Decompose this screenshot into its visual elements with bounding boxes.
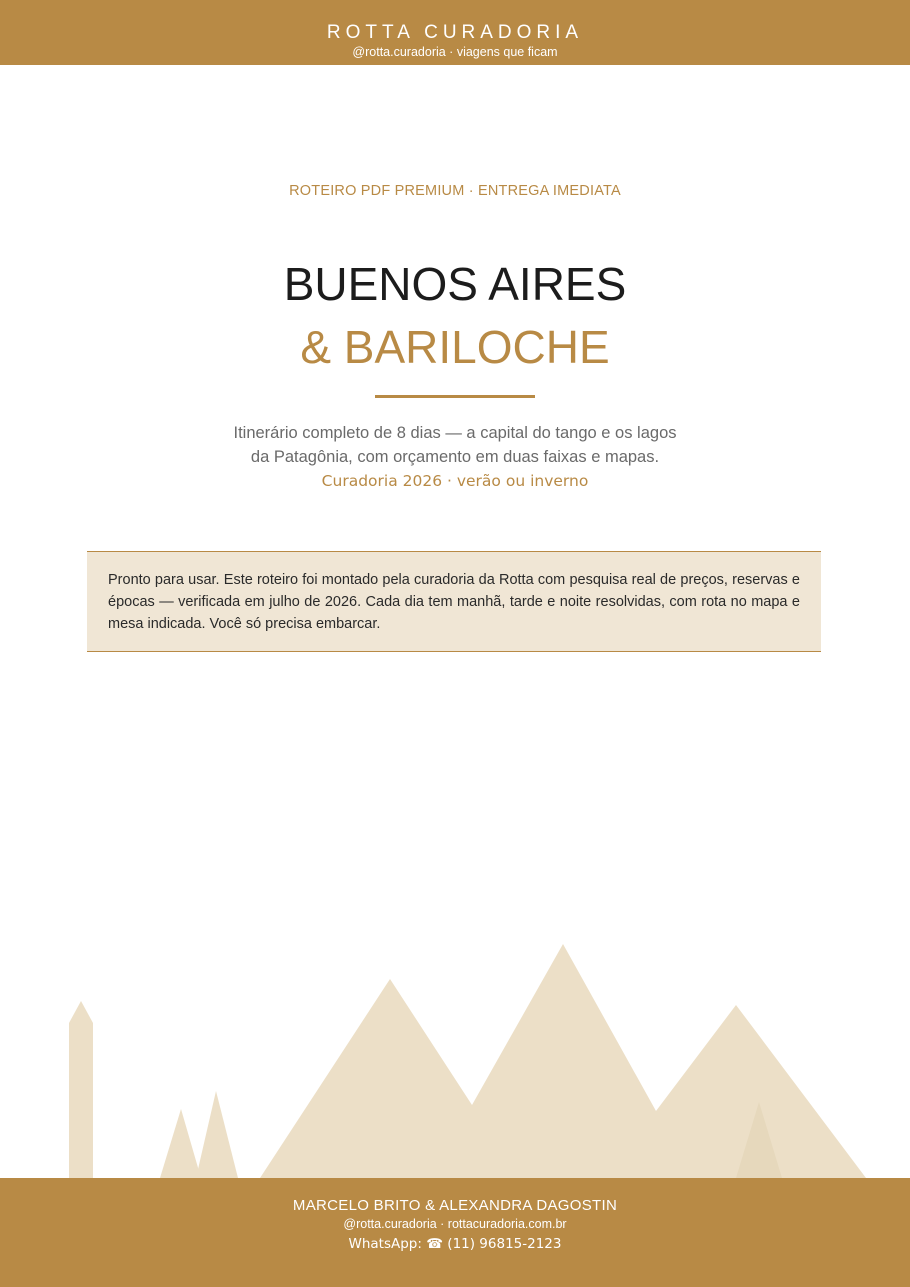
skyline-illustration [0, 930, 910, 1180]
brand-tagline: @rotta.curadoria · viagens que ficam [352, 45, 558, 59]
edition-line: Curadoria 2026 · verão ou inverno [321, 472, 589, 490]
mountain-range [260, 944, 866, 1178]
header-bar [0, 0, 910, 65]
cover-title-line1: BUENOS AIRES [283, 258, 627, 310]
ready-note-panel [87, 551, 821, 652]
ready-note-text: Pronto para usar. Este roteiro foi montado pela curadoria da Rotta com pesquisa real de preços, reservas e épocas — verificada em julho de 2026. Cada dia tem manhã, tarde e noite resolvidas, com rota no mapa e mesa indicada. Você só precisa embarcar. [108, 572, 800, 632]
small-peak-left [160, 1109, 201, 1178]
title-divider [375, 395, 535, 398]
brand-name: ROTTA CURADORIA [326, 22, 584, 43]
intro-line-1: Itinerário completo de 8 dias — a capital do tango e os lagos [233, 424, 677, 442]
cover-eyebrow: ROTEIRO PDF PREMIUM · ENTREGA IMEDIATA [289, 183, 621, 199]
small-peak-right [196, 1091, 238, 1178]
obelisk-shape [69, 1001, 93, 1178]
intro-line-2: da Patagônia, com orçamento em duas faixas e mapas. [250, 448, 660, 466]
footer-authors: MARCELO BRITO & ALEXANDRA DAGOSTIN [292, 1197, 618, 1214]
cover-intro [0, 421, 910, 493]
cover-title-line2: & BARILOCHE [300, 321, 610, 373]
footer-whatsapp: WhatsApp: ☎ (11) 96815-2123 [348, 1236, 562, 1252]
footer-bar [0, 1178, 910, 1287]
footer-contact: @rotta.curadoria · rottacuradoria.com.br [343, 1217, 567, 1231]
